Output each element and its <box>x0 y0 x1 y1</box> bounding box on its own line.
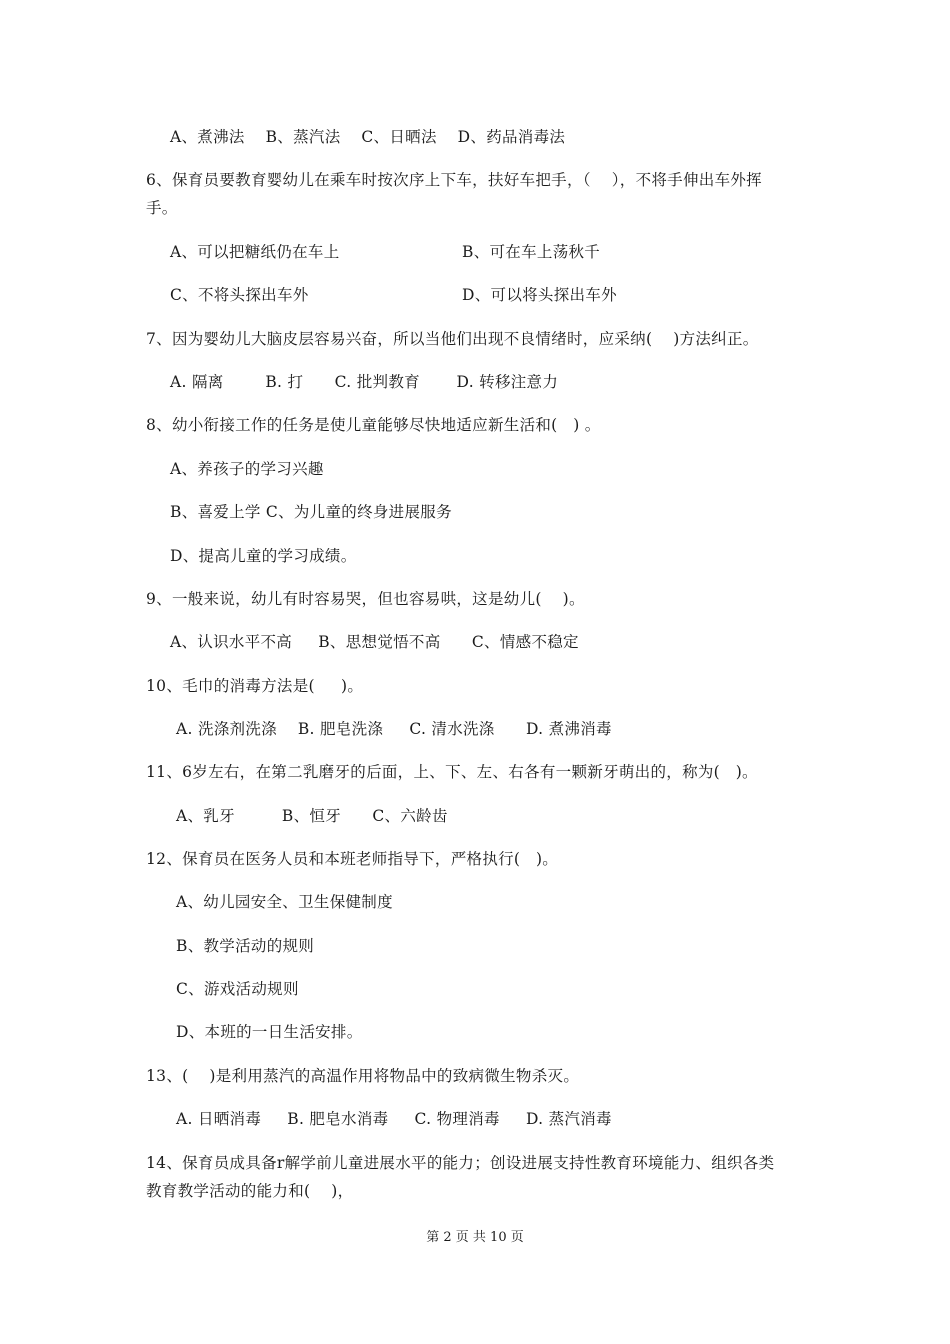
q6-stem-line2: 手。 <box>146 199 178 217</box>
q13-options: A. 日晒消毒 B. 肥皂水消毒 C. 物理消毒 D. 蒸汽消毒 <box>176 1110 612 1128</box>
q6-option-b: B、可在车上荡秋千 <box>462 243 601 261</box>
q7-stem: 7、因为婴幼儿大脑皮层容易兴奋，所以当他们出现不良情绪时，应采纳( )方法纠正。 <box>146 330 759 348</box>
q10-options: A. 洗涤剂洗涤 B. 肥皂洗涤 C. 清水洗涤 D. 煮沸消毒 <box>176 720 612 738</box>
q6-option-d: D、可以将头探出车外 <box>462 286 617 304</box>
page-number: 第 2 页 共 10 页 <box>426 1230 524 1245</box>
q6-option-a: A、可以把糖纸仍在车上 <box>170 243 340 261</box>
q10-stem: 10、毛巾的消毒方法是( )。 <box>146 677 364 695</box>
q8-option-d: D、提高儿童的学习成绩。 <box>170 547 357 565</box>
q12-option-a: A、幼儿园安全、卫生保健制度 <box>176 893 393 911</box>
q13-stem: 13、( )是利用蒸汽的高温作用将物品中的致病微生物杀灭。 <box>146 1067 580 1085</box>
q8-option-bc: B、喜爱上学 C、为儿童的终身进展服务 <box>170 503 452 521</box>
q12-option-d: D、本班的一日生活安排。 <box>176 1023 363 1041</box>
q14-stem-line2: 教育教学活动的能力和( )， <box>146 1182 354 1200</box>
q11-options: A、乳牙 B、恒牙 C、六龄齿 <box>176 807 448 825</box>
q9-options: A、认识水平不高 B、思想觉悟不高 C、情感不稳定 <box>170 633 579 651</box>
q8-stem: 8、幼小衔接工作的任务是使儿童能够尽快地适应新生活和( ) 。 <box>146 416 601 434</box>
q6-stem-line1: 6、保育员要教育婴幼儿在乘车时按次序上下车，扶好车把手，（ ），不将手伸出车外挥 <box>146 171 762 189</box>
q5-options: A、煮沸法 B、蒸汽法 C、日晒法 D、药品消毒法 <box>170 128 566 146</box>
q12-stem: 12、保育员在医务人员和本班老师指导下，严格执行( )。 <box>146 850 559 868</box>
q14-stem-line1: 14、保育员成具备r解学前儿童进展水平的能力；创设进展支持性教育环境能力、组织各类 <box>146 1154 775 1172</box>
q12-option-b: B、教学活动的规则 <box>176 937 315 955</box>
q7-options: A. 隔离 B. 打 C. 批判教育 D. 转移注意力 <box>170 373 559 391</box>
q8-option-a: A、养孩子的学习兴趣 <box>170 460 324 478</box>
q12-option-c: C、游戏活动规则 <box>176 980 299 998</box>
q6-option-c: C、不将头探出车外 <box>170 286 309 304</box>
q9-stem: 9、一般来说，幼儿有时容易哭，但也容易哄，这是幼儿( )。 <box>146 590 585 608</box>
q11-stem: 11、6岁左右，在第二乳磨牙的后面，上、下、左、右各有一颗新牙萌出的，称为( )。 <box>146 763 758 781</box>
